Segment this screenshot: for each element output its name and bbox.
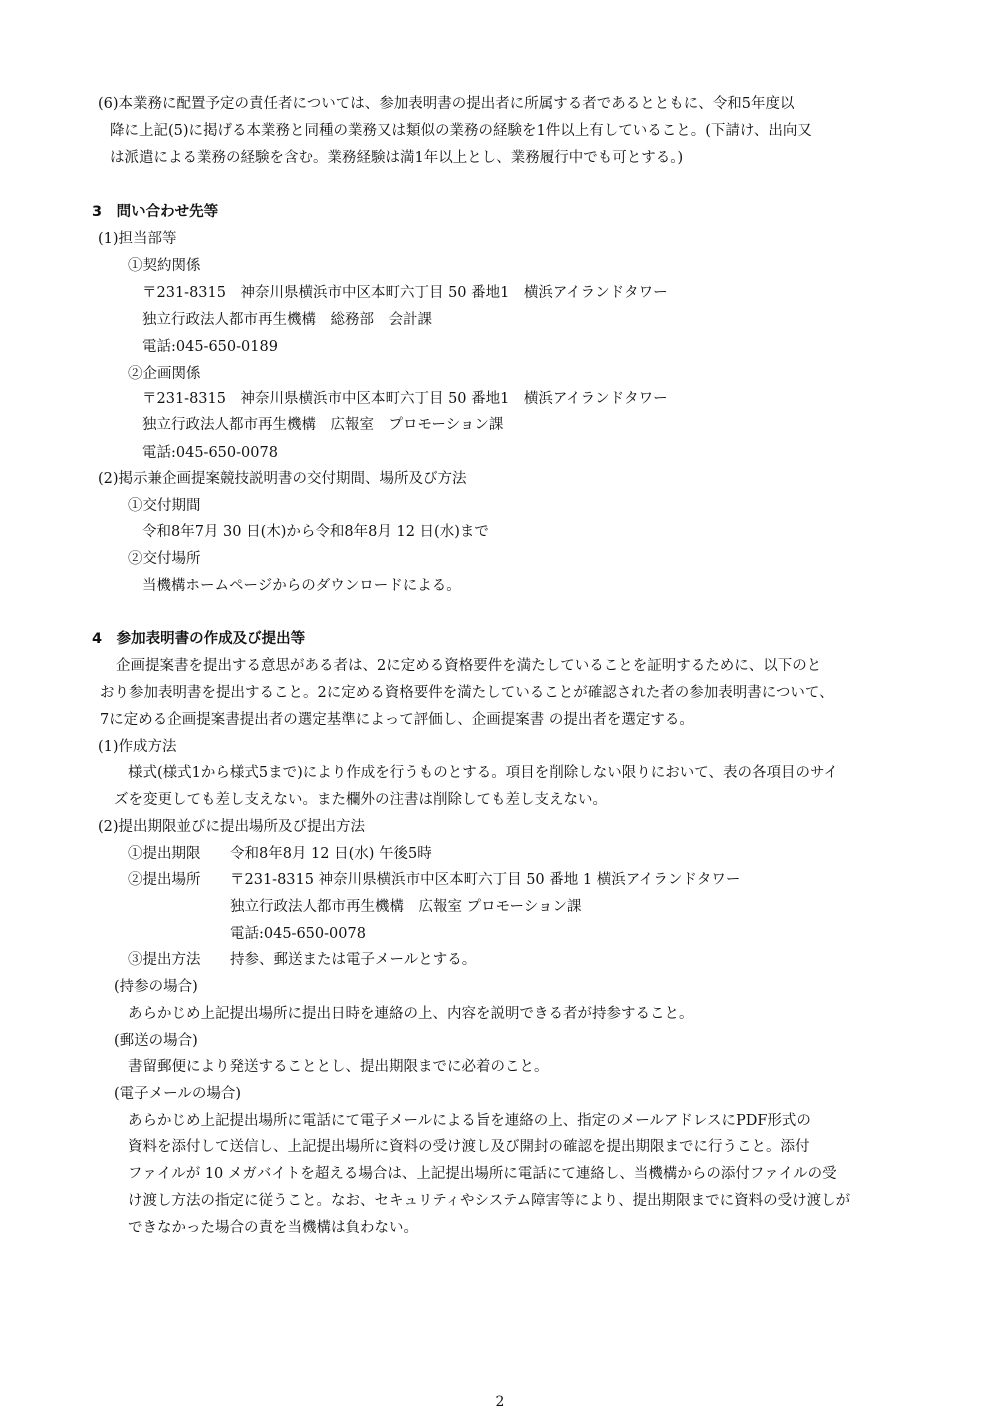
- email-line-3: ファイルが 10 メガバイトを超える場合は、上記提出場所に電話にて連絡し、当機構からの添付ファイルの受: [128, 1166, 837, 1182]
- submit-method-value: 持参、郵送または電子メールとする。: [230, 952, 477, 968]
- page-number: 2: [495, 1394, 505, 1410]
- submit-place-label: ②提出場所: [128, 872, 201, 888]
- deadline-value: 令和8年8月 12 日(水) 午後5時: [230, 846, 432, 862]
- contract-label: ①契約関係: [128, 258, 201, 274]
- place-label: ②交付場所: [128, 551, 201, 567]
- section3-sub2: (2)掲示兼企画提案競技説明書の交付期間、場所及び方法: [98, 471, 467, 487]
- submit-method-label: ③提出方法: [128, 952, 201, 968]
- submit-place-address: 〒231-8315 神奈川県横浜市中区本町六丁目 50 番地 1 横浜アイランドタワー: [230, 872, 741, 888]
- email-heading: (電子メールの場合): [114, 1086, 242, 1102]
- section4-intro-2: おり参加表明書を提出すること。2に定める資格要件を満たしていることが確認された者の参加表明書について、: [100, 685, 834, 701]
- section3-sub1: (1)担当部等: [98, 231, 177, 247]
- method-line-1: 様式(様式1から様式5まで)により作成を行うものとする。項目を削除しない限りにおいて、表の各項目のサイ: [128, 765, 838, 781]
- planning-phone: 電話:045-650-0078: [142, 445, 278, 461]
- item6-line-3: は派遣による業務の経験を含む。業務経験は満1年以上とし、業務履行中でも可とする。): [110, 150, 684, 166]
- deadline-label: ①提出期限: [128, 846, 201, 862]
- section4-heading: 4 参加表明書の作成及び提出等: [92, 631, 306, 647]
- mail-text: 書留郵便により発送することとし、提出期限までに必着のこと。: [128, 1059, 549, 1075]
- period-value: 令和8年7月 30 日(木)から令和8年8月 12 日(水)まで: [142, 524, 489, 540]
- mail-heading: (郵送の場合): [114, 1033, 198, 1049]
- planning-label: ②企画関係: [128, 366, 201, 382]
- method-line-2: ズを変更しても差し支えない。また欄外の注書は削除しても差し支えない。: [114, 792, 607, 808]
- planning-org: 独立行政法人都市再生機構 広報室 プロモーション課: [142, 417, 504, 433]
- bring-heading: (持参の場合): [114, 979, 198, 995]
- item6-line-2: 降に上記(5)に掲げる本業務と同種の業務又は類似の業務の経験を1件以上有していること。(下請け、出向又: [110, 123, 812, 139]
- contract-org: 独立行政法人都市再生機構 総務部 会計課: [142, 312, 432, 328]
- contract-address: 〒231-8315 神奈川県横浜市中区本町六丁目 50 番地1 横浜アイランドタワー: [142, 285, 668, 301]
- period-label: ①交付期間: [128, 498, 201, 514]
- submit-place-org: 独立行政法人都市再生機構 広報室 プロモーション課: [230, 899, 582, 915]
- section3-heading: 3 問い合わせ先等: [92, 204, 219, 220]
- planning-address: 〒231-8315 神奈川県横浜市中区本町六丁目 50 番地1 横浜アイランドタワー: [142, 391, 668, 407]
- email-line-2: 資料を添付して送信し、上記提出場所に資料の受け渡し及び開封の確認を提出期限までに行うこと。添付: [128, 1139, 810, 1155]
- email-line-5: できなかった場合の責を当機構は負わない。: [128, 1220, 418, 1236]
- email-line-4: け渡し方法の指定に従うこと。なお、セキュリティやシステム障害等により、提出期限までに資料の受け渡しが: [128, 1193, 851, 1209]
- place-value: 当機構ホームページからのダウンロードによる。: [142, 578, 461, 594]
- bring-text: あらかじめ上記提出場所に提出日時を連絡の上、内容を説明できる者が持参すること。: [128, 1006, 694, 1022]
- item6-line-1: (6)本業務に配置予定の責任者については、参加表明書の提出者に所属する者であるとともに、令和5年度以: [98, 96, 795, 112]
- submit-place-phone: 電話:045-650-0078: [230, 926, 366, 942]
- email-line-1: あらかじめ上記提出場所に電話にて電子メールによる旨を連絡の上、指定のメールアドレスにPDF形式の: [128, 1113, 811, 1129]
- section4-sub2: (2)提出期限並びに提出場所及び提出方法: [98, 819, 366, 835]
- section4-intro-1: 企画提案書を提出する意思がある者は、2に定める資格要件を満たしていることを証明するために、以下のと: [116, 658, 822, 674]
- contract-phone: 電話:045-650-0189: [142, 339, 278, 355]
- section4-intro-3: 7に定める企画提案書提出者の選定基準によって評価し、企画提案書 の提出者を選定する。: [100, 712, 694, 728]
- section4-sub1: (1)作成方法: [98, 739, 177, 755]
